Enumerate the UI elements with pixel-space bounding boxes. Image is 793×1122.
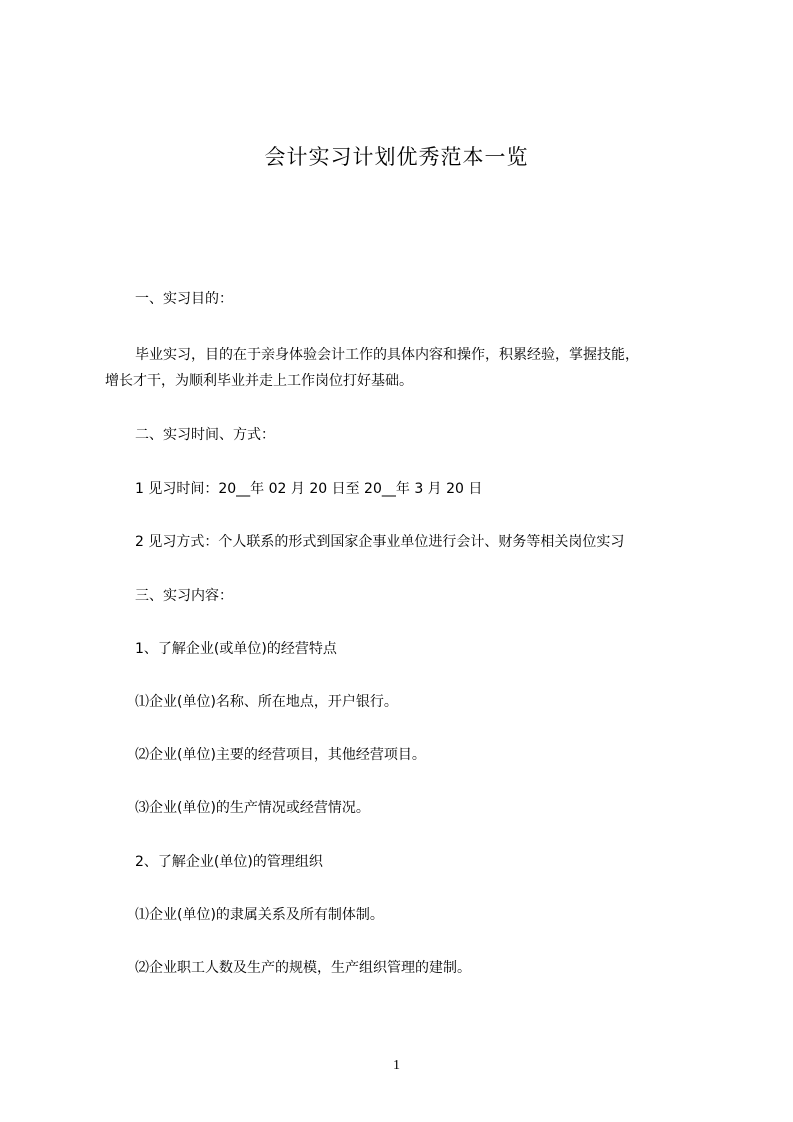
list-item: ⑵企业职工人数及生产的规模，生产组织管理的建制。: [135, 960, 471, 976]
paragraph-line: 毕业实习，目的在于亲身体验会计工作的具体内容和操作，积累经验，掌握技能，: [135, 347, 639, 363]
paragraph-line: 增长才干，为顺利毕业并走上工作岗位打好基础。: [105, 373, 413, 389]
list-item: ⑶企业(单位)的生产情况或经营情况。: [135, 800, 370, 816]
page-number: 1: [393, 1058, 400, 1073]
list-item: ⑴企业(单位)的隶属关系及所有制体制。: [135, 907, 384, 923]
document-title: 会计实习计划优秀范本一览: [264, 145, 529, 169]
list-item: 1、了解企业(或单位)的经营特点: [135, 641, 337, 657]
section-heading-content: 三、实习内容：: [135, 588, 233, 604]
list-item: 2、了解企业(单位)的管理组织: [135, 854, 323, 870]
list-item: ⑴企业(单位)名称、所在地点，开户银行。: [135, 694, 398, 710]
list-item: ⑵企业(单位)主要的经营项目，其他经营项目。: [135, 747, 426, 763]
list-item: 2 见习方式：个人联系的形式到国家企事业单位进行会计、财务等相关岗位实习: [135, 534, 625, 550]
section-heading-time: 二、实习时间、方式：: [135, 427, 275, 443]
section-heading-purpose: 一、实习目的：: [135, 291, 233, 307]
list-item: 1 见习时间：20__年 02 月 20 日至 20__年 3 月 20 日: [135, 481, 483, 497]
